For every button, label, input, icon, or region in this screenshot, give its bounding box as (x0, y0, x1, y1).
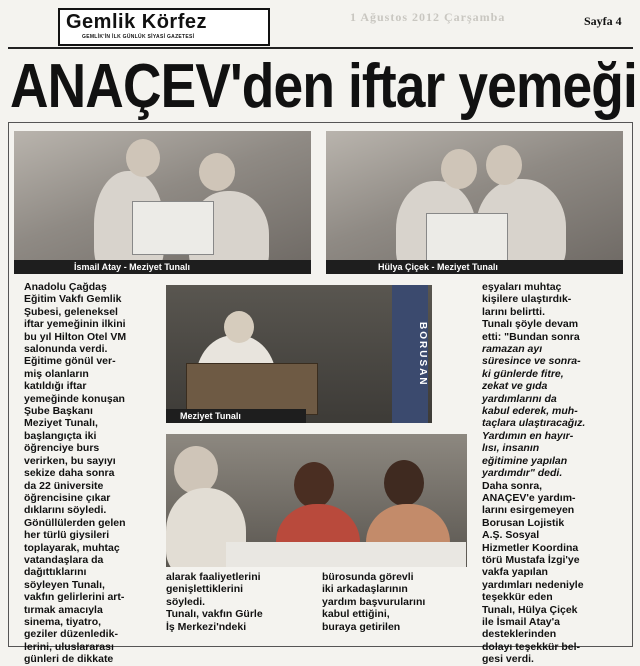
article-line: ramazan ayı (482, 343, 543, 356)
newspaper-tagline: GEMLİK'İN İLK GÜNLÜK SİYASİ GAZETESİ (82, 34, 195, 40)
header-rule (8, 47, 633, 49)
photo-4 (166, 434, 467, 567)
article-line: Anadolu Çağdaş (24, 281, 107, 293)
article-line: sekize daha sonra (24, 467, 115, 480)
article-line: süresince ve sonra- (482, 355, 581, 368)
article-line: söyleyen Tunalı, (24, 578, 105, 591)
article-line: ANAÇEV'e yardım- (482, 491, 576, 504)
article-line: larını belirtti. (482, 305, 546, 318)
article-line: öğrenciye burs (24, 442, 100, 455)
article-line: yemeğinde konuşan (24, 392, 125, 405)
article-line: genişlettiklerini (166, 583, 244, 596)
article-line: öğrencisine çıkar (24, 491, 111, 504)
article-line: vakfa yapılan (482, 566, 548, 579)
article-line: geziler düzenledik- (24, 628, 118, 641)
article-line: günleri de dikkate (24, 653, 114, 666)
article-line: toplayarak, muhtaç (24, 541, 120, 554)
issue-date: 1 Ağustos 2012 Çarşamba (350, 10, 506, 24)
article-line: eğitimine yapılan (482, 454, 568, 467)
article-line: etti: "Bundan sonra (482, 330, 580, 343)
article-line: A.Ş. Sosyal (482, 529, 540, 542)
article-line: Eğitim Vakfı Gemlik (24, 293, 122, 306)
article-line: vatandaşlara da (24, 553, 104, 566)
article-line: Hizmetler Koordina (482, 541, 579, 554)
article-line: Tunalı, Hülya Çiçek (482, 603, 578, 616)
article-column-3 (322, 571, 462, 633)
article-line: katıldığı iftar (24, 380, 87, 393)
article-line: buraya getirilen (322, 620, 401, 633)
photo-3 (166, 285, 432, 423)
article-line: teşekkür eden (482, 591, 553, 604)
article-line: yardımlarını da (482, 392, 557, 405)
article-line: her türlü giysileri (24, 529, 110, 542)
article-line: bürosunda görevli (322, 571, 414, 583)
article-line: ki günlerde fitre, (482, 367, 564, 380)
article-line: yardım başvurularını (322, 595, 426, 608)
article-line: salonunda verdi. (24, 343, 108, 356)
article-line: lerini, uluslararası (24, 640, 114, 653)
article-line: başlangıçta iki (24, 429, 97, 442)
photo-3-caption: Meziyet Tunalı (180, 411, 241, 421)
masthead (58, 8, 270, 46)
article-line: verirken, bu sayıyı (24, 454, 116, 467)
article-line: Yardımın en hayır- (482, 429, 574, 442)
article-column-1 (24, 281, 164, 666)
article-line: kabul ettiğini, (322, 608, 390, 621)
article-line: yardımdır" dedi. (482, 467, 563, 480)
article-line: İş Merkezi'ndeki (166, 620, 247, 633)
article-line: dıklarını söyledi. (24, 504, 107, 517)
article-line: Şube Başkanı (24, 405, 93, 418)
article-line: Meziyet Tunalı, (24, 417, 98, 430)
article-line: törü Mustafa İzgi'ye (482, 553, 580, 566)
photo-1 (14, 131, 311, 274)
article-line: iftar yemeğinin ilkini (24, 318, 126, 331)
article-line: miş olanların (24, 367, 89, 380)
photo-2-caption: Hülya Çiçek - Meziyet Tunalı (378, 262, 498, 272)
article-line: Tunalı şöyle devam (482, 318, 579, 331)
article-line: Eğitime gönül ver- (24, 355, 116, 368)
article-line: Tunalı, vakfın Gürle (166, 608, 263, 621)
article-line: larını esirgemeyen (482, 504, 575, 517)
article-line: sinema, tiyatro, (24, 615, 102, 628)
article-line: dağıttıklarını (24, 566, 87, 579)
article-line: tırmak amacıyla (24, 603, 103, 616)
article-line: bu yıl Hilton Otel VM (24, 330, 127, 343)
article-line: zekat ve gıda (482, 380, 548, 393)
article-line: lısı, insanın (482, 442, 540, 455)
page-number: Sayfa 4 (584, 14, 622, 28)
article-line: iki arkadaşlarının (322, 583, 408, 596)
article-line: söyledi. (166, 595, 206, 608)
article-line: Gönüllülerden gelen (24, 516, 126, 529)
photo-2 (326, 131, 623, 274)
article-line: eşyaları muhtaç (482, 281, 562, 293)
article-line: yardımları nedeniyle (482, 578, 584, 591)
article-line: gesi verdi. (482, 653, 534, 666)
article-line: Şubesi, geleneksel (24, 305, 118, 318)
article-line: dolayı teşekkür bel- (482, 640, 581, 653)
article-column-4 (482, 281, 632, 666)
newspaper-logo: Gemlik Körfez (66, 11, 207, 33)
article-line: Borusan Lojistik (482, 516, 565, 529)
article-headline: ANAÇEV'den iftar yemeği (10, 52, 637, 121)
article-line: kabul ederek, muh- (482, 405, 578, 418)
article-line: vakfın gelirlerini art- (24, 591, 125, 604)
article-line: da 22 üniversite (24, 479, 104, 492)
article-line: ile İsmail Atay'a (482, 615, 560, 628)
article-line: kişilere ulaştırdık- (482, 293, 572, 306)
article-column-2 (166, 571, 306, 633)
article-line: Daha sonra, (482, 479, 543, 492)
photo-1-caption: İsmail Atay - Meziyet Tunalı (74, 262, 191, 272)
article-line: alarak faaliyetlerini (166, 571, 261, 583)
article-line: desteklerinden (482, 628, 557, 641)
article-line: taçlara ulaştıracağız. (482, 417, 586, 430)
sponsor-banner: BORUSAN (392, 285, 428, 423)
